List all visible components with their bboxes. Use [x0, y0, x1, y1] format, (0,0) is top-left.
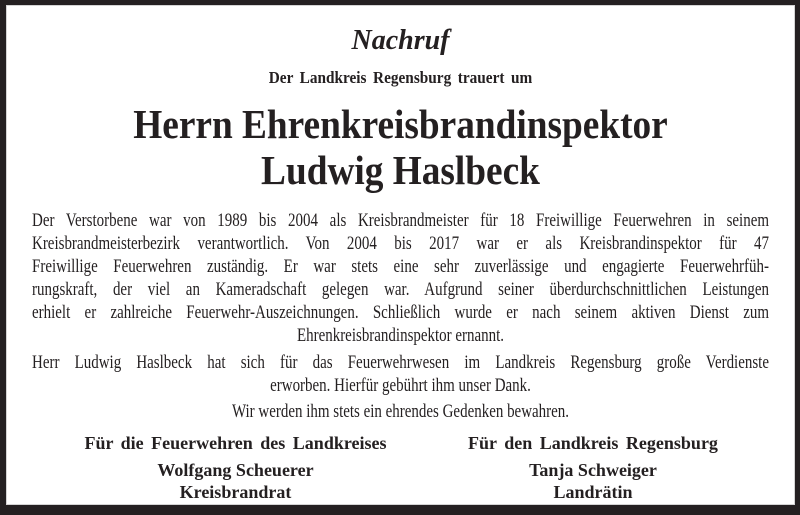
- body-line: Der Verstorbene war von 1989 bis 2004 als Kreisbrandmeister für 18 Freiwillige Feuerwehren in seinem: [32, 210, 769, 231]
- honoree-title-line: Herrn Ehrenkreisbrandinspektor: [133, 101, 668, 147]
- signature-landkreis: [428, 433, 758, 503]
- signature-role: Landrätin: [553, 482, 633, 502]
- signature-feuerwehren: [43, 433, 428, 503]
- body-line: Ehrenkreisbrandinspektor ernannt.: [296, 325, 505, 346]
- paragraph-remembrance: [32, 400, 769, 423]
- signature-organization: Für die Feuerwehren des Landkreises: [84, 433, 387, 453]
- honoree-heading: [42, 101, 758, 193]
- body-line: erworben. Hierfür gebührt ihm unser Dank.: [270, 375, 531, 396]
- paragraph-merits: [32, 351, 769, 397]
- signature-name: Wolfgang Scheuerer: [157, 460, 314, 480]
- notice-title: Nachruf: [351, 25, 450, 56]
- body-line: rungskraft, der viel an Kameradschaft gelegen war. Aufgrund seiner überdurchschnittlichen Leistungen: [32, 279, 769, 300]
- signature-organization: Für den Landkreis Regensburg: [468, 433, 718, 453]
- obituary-notice: [6, 5, 795, 505]
- body-line: Herr Ludwig Haslbeck hat sich für das Feuerwehrwesen im Landkreis Regensburg große Verdienste: [32, 352, 769, 373]
- body-line: erhielt er zahlreiche Feuerwehr-Auszeichnungen. Schließlich wurde er nach seinem aktiven Dienst zum: [32, 302, 769, 323]
- signature-role: Kreisbrandrat: [179, 482, 292, 502]
- honoree-name-line: Ludwig Haslbeck: [261, 147, 540, 193]
- remembrance-line: Wir werden ihm stets ein ehrendes Gedenken bewahren.: [231, 401, 570, 422]
- notice-subtitle: Der Landkreis Regensburg trauert um: [268, 68, 533, 87]
- signature-name: Tanja Schweiger: [529, 460, 657, 480]
- paragraph-biography: [32, 209, 769, 347]
- signatures-row: [7, 433, 794, 503]
- body-line: Freiwillige Feuerwehren zuständig. Er war stets eine sehr zuverlässige und engagierte Feuerwehrfüh-: [32, 256, 769, 277]
- body-line: Kreisbrandmeisterbezirk verantwortlich. Von 2004 bis 2017 war er als Kreisbrandinspektor für 47: [32, 233, 769, 254]
